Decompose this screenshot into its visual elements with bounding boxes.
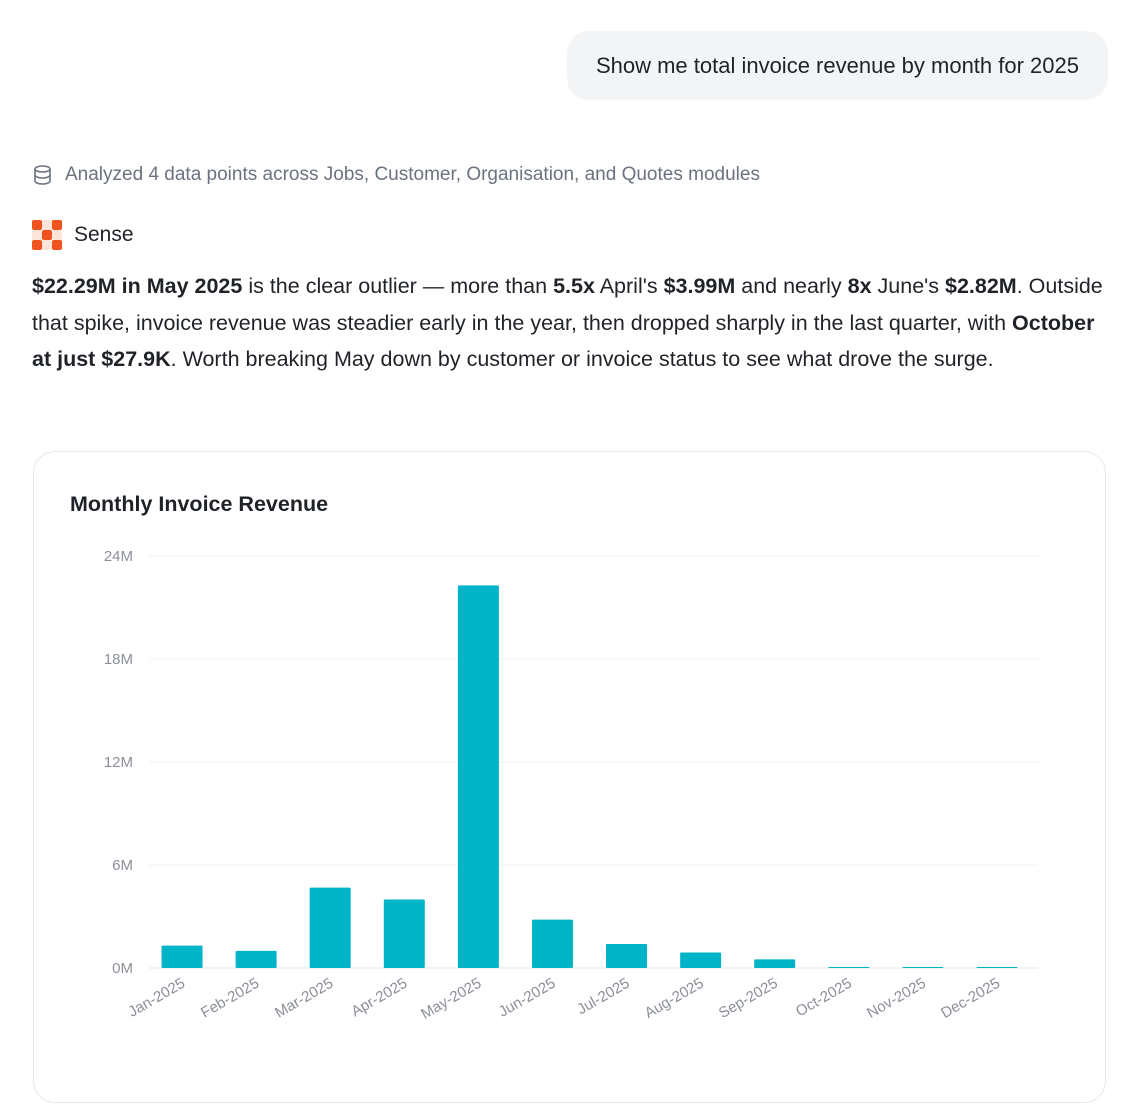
- bar: [236, 951, 277, 968]
- answer-highlight: 8x: [847, 274, 872, 298]
- user-message-text: Show me total invoice revenue by month for 2025: [595, 52, 1079, 78]
- bar-chart: [34, 452, 1104, 1100]
- bar: [458, 585, 499, 968]
- x-tick-label: Apr-2025: [348, 974, 411, 1021]
- sense-logo-icon: [32, 220, 62, 250]
- x-tick-label: May-2025: [418, 974, 485, 1023]
- answer-text: is the clear outlier — more than: [242, 274, 554, 298]
- answer-text: and nearly: [735, 274, 848, 298]
- analysis-summary[interactable]: [32, 164, 760, 186]
- answer-highlight: October at just $27.9K: [32, 310, 1095, 371]
- x-tick-label: Sep-2025: [715, 974, 781, 1022]
- x-tick-label: Jun-2025: [495, 974, 559, 1021]
- x-tick-label: Jul-2025: [574, 974, 633, 1019]
- bar: [828, 967, 869, 968]
- bar: [606, 944, 647, 968]
- database-icon: [32, 164, 53, 186]
- answer-highlight: 5.5x: [553, 274, 595, 298]
- assistant-header: [32, 220, 134, 250]
- bar: [680, 953, 721, 968]
- bar: [532, 920, 573, 968]
- answer-text: . Worth breaking May down by customer or invoice status to see what drove the surge.: [170, 347, 994, 371]
- chart-title: Monthly Invoice Revenue: [70, 492, 329, 516]
- bar: [384, 900, 425, 968]
- x-tick-label: Dec-2025: [938, 974, 1003, 1022]
- analysis-text: Analyzed 4 data points across Jobs, Customer, Organisation, and Quotes modules: [65, 164, 760, 185]
- y-tick-label: 18M: [103, 651, 133, 668]
- answer-highlight: $3.99M: [663, 274, 736, 298]
- bar: [902, 967, 943, 968]
- x-tick-label: Mar-2025: [272, 974, 337, 1022]
- x-tick-label: Feb-2025: [198, 974, 263, 1022]
- x-tick-label: Oct-2025: [792, 974, 855, 1021]
- assistant-name: Sense: [74, 223, 134, 246]
- y-tick-label: 0M: [112, 960, 133, 977]
- x-tick-label: Jan-2025: [125, 974, 189, 1021]
- assistant-answer: [32, 268, 1112, 378]
- x-tick-label: Nov-2025: [864, 974, 929, 1022]
- answer-highlight: $2.82M: [945, 274, 1017, 298]
- answer-highlight: $22.29M in May 2025: [32, 274, 243, 298]
- bar: [162, 946, 203, 968]
- y-tick-label: 6M: [112, 857, 133, 874]
- bar: [310, 888, 351, 968]
- bar: [976, 967, 1017, 968]
- x-tick-label: Aug-2025: [641, 974, 707, 1022]
- y-tick-label: 12M: [103, 754, 133, 771]
- chart-card: [33, 451, 1106, 1103]
- answer-text: April's: [594, 274, 664, 298]
- answer-text: . Outside that spike, invoice revenue was steadier early in the year, then dropped sharply in the last quarter, with: [32, 274, 1103, 335]
- answer-text: June's: [871, 274, 945, 298]
- bar: [754, 959, 795, 968]
- user-message-bubble: [567, 31, 1108, 100]
- y-tick-label: 24M: [103, 548, 133, 565]
